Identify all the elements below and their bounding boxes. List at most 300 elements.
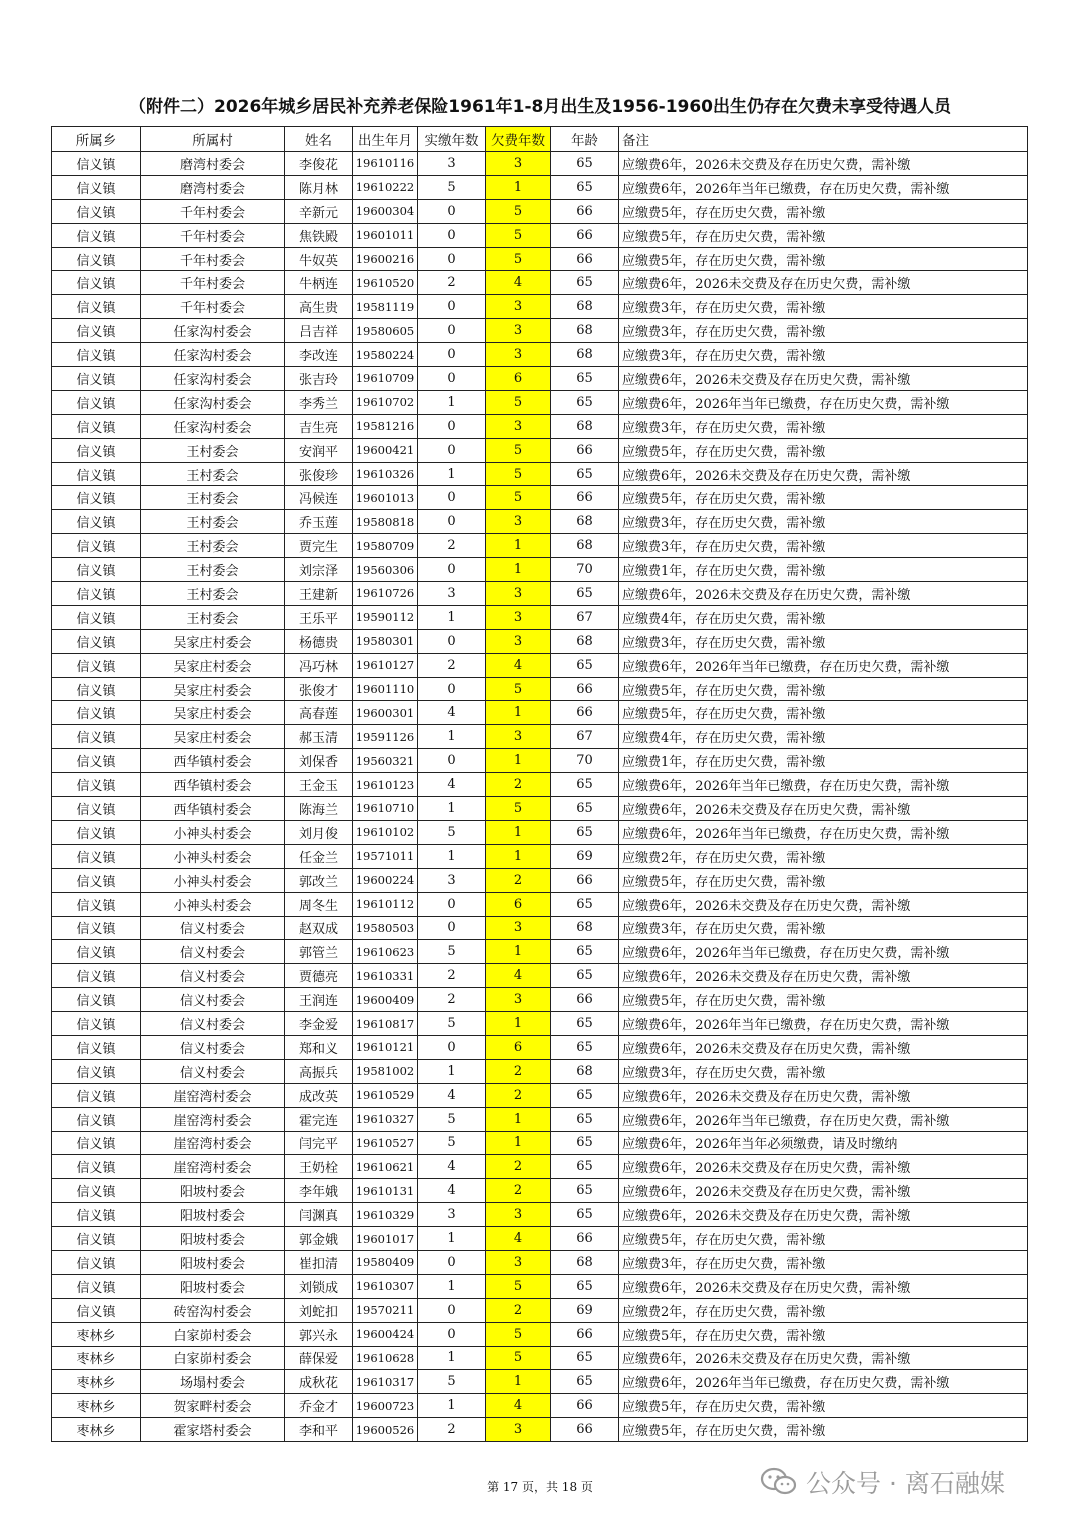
table-row: [52, 1394, 1028, 1418]
name-cell: 冯巧林: [285, 653, 353, 677]
township-cell: 信义镇: [52, 319, 141, 343]
township-cell: 信义镇: [52, 1298, 141, 1322]
township-cell: 信义镇: [52, 820, 141, 844]
name-cell: 闫渊真: [285, 1203, 353, 1227]
table-row: [52, 343, 1028, 367]
age-cell: 66: [551, 1394, 619, 1418]
township-cell: 信义镇: [52, 964, 141, 988]
township-cell: 信义镇: [52, 295, 141, 319]
paid-years-cell: 3: [418, 868, 486, 892]
remarks-cell: 应缴费6年，2026未交费及存在历史欠费，需补缴: [619, 271, 1028, 295]
name-cell: 安润平: [285, 438, 353, 462]
remarks-cell: 应缴费6年，2026未交费及存在历史欠费，需补缴: [619, 462, 1028, 486]
name-cell: 霍完连: [285, 1107, 353, 1131]
village-cell: 崖窑湾村委会: [141, 1155, 285, 1179]
paid-years-cell: 2: [418, 1418, 486, 1442]
age-cell: 65: [551, 1035, 619, 1059]
paid-years-cell: 0: [418, 343, 486, 367]
name-cell: 王建新: [285, 582, 353, 606]
paid-years-cell: 1: [418, 390, 486, 414]
age-cell: 65: [551, 940, 619, 964]
township-cell: 信义镇: [52, 1179, 141, 1203]
village-cell: 小神头村委会: [141, 820, 285, 844]
age-cell: 68: [551, 534, 619, 558]
age-cell: 66: [551, 438, 619, 462]
table-row: [52, 152, 1028, 176]
paid-years-cell: 4: [418, 701, 486, 725]
owed-years-cell: 3: [486, 295, 551, 319]
village-cell: 王村委会: [141, 582, 285, 606]
column-header-owed-years: 欠费年数: [486, 127, 551, 152]
age-cell: 68: [551, 629, 619, 653]
village-cell: 王村委会: [141, 438, 285, 462]
township-cell: 信义镇: [52, 1083, 141, 1107]
table-row: [52, 510, 1028, 534]
village-cell: 千年村委会: [141, 247, 285, 271]
township-cell: 信义镇: [52, 1250, 141, 1274]
name-cell: 张吉玲: [285, 367, 353, 391]
remarks-cell: 应缴费6年，2026未交费及存在历史欠费，需补缴: [619, 1203, 1028, 1227]
name-cell: 郑和义: [285, 1035, 353, 1059]
village-cell: 任家沟村委会: [141, 319, 285, 343]
owed-years-cell: 1: [486, 175, 551, 199]
age-cell: 65: [551, 892, 619, 916]
name-cell: 贾完生: [285, 534, 353, 558]
paid-years-cell: 5: [418, 820, 486, 844]
village-cell: 王村委会: [141, 558, 285, 582]
owed-years-cell: 3: [486, 510, 551, 534]
name-cell: 周冬生: [285, 892, 353, 916]
paid-years-cell: 2: [418, 964, 486, 988]
remarks-cell: 应缴费6年，2026未交费及存在历史欠费，需补缴: [619, 152, 1028, 176]
remarks-cell: 应缴费5年，存在历史欠费，需补缴: [619, 438, 1028, 462]
age-cell: 68: [551, 1059, 619, 1083]
remarks-cell: 应缴费5年，存在历史欠费，需补缴: [619, 1227, 1028, 1251]
owed-years-cell: 2: [486, 1298, 551, 1322]
paid-years-cell: 5: [418, 1012, 486, 1036]
township-cell: 信义镇: [52, 390, 141, 414]
age-cell: 65: [551, 1131, 619, 1155]
village-cell: 吴家庄村委会: [141, 701, 285, 725]
page-number: 第 17 页，共 18 页: [487, 1480, 593, 1494]
name-cell: 张俊才: [285, 677, 353, 701]
name-cell: 郭金娥: [285, 1227, 353, 1251]
paid-years-cell: 5: [418, 1370, 486, 1394]
township-cell: 信义镇: [52, 725, 141, 749]
age-cell: 66: [551, 677, 619, 701]
village-cell: 小神头村委会: [141, 868, 285, 892]
table-row: [52, 175, 1028, 199]
village-cell: 崖窑湾村委会: [141, 1083, 285, 1107]
township-cell: 信义镇: [52, 773, 141, 797]
remarks-cell: 应缴费3年，存在历史欠费，需补缴: [619, 534, 1028, 558]
name-cell: 冯候连: [285, 486, 353, 510]
remarks-cell: 应缴费1年，存在历史欠费，需补缴: [619, 749, 1028, 773]
owed-years-cell: 5: [486, 1346, 551, 1370]
name-cell: 杨德贵: [285, 629, 353, 653]
table-row: [52, 534, 1028, 558]
township-cell: 信义镇: [52, 653, 141, 677]
table-row: [52, 892, 1028, 916]
township-cell: 信义镇: [52, 247, 141, 271]
township-cell: 信义镇: [52, 486, 141, 510]
remarks-cell: 应缴费6年，2026未交费及存在历史欠费，需补缴: [619, 1035, 1028, 1059]
village-cell: 王村委会: [141, 534, 285, 558]
name-cell: 张俊珍: [285, 462, 353, 486]
name-cell: 闫完平: [285, 1131, 353, 1155]
roster-table: [51, 126, 1028, 1442]
remarks-cell: 应缴费4年，存在历史欠费，需补缴: [619, 725, 1028, 749]
owed-years-cell: 3: [486, 582, 551, 606]
paid-years-cell: 0: [418, 199, 486, 223]
paid-years-cell: 0: [418, 247, 486, 271]
age-cell: 66: [551, 988, 619, 1012]
remarks-cell: 应缴费6年，2026年当年已缴费，存在历史欠费，需补缴: [619, 1107, 1028, 1131]
owed-years-cell: 6: [486, 892, 551, 916]
owed-years-cell: 3: [486, 414, 551, 438]
remarks-cell: 应缴费1年，存在历史欠费，需补缴: [619, 558, 1028, 582]
village-cell: 阳坡村委会: [141, 1274, 285, 1298]
village-cell: 吴家庄村委会: [141, 677, 285, 701]
birth-date-cell: 19610520: [353, 271, 418, 295]
remarks-cell: 应缴费5年，存在历史欠费，需补缴: [619, 1322, 1028, 1346]
age-cell: 66: [551, 486, 619, 510]
birth-date-cell: 19600304: [353, 199, 418, 223]
owed-years-cell: 2: [486, 1059, 551, 1083]
table-row: [52, 199, 1028, 223]
table-row: [52, 438, 1028, 462]
owed-years-cell: 1: [486, 1131, 551, 1155]
age-cell: 65: [551, 390, 619, 414]
owed-years-cell: 3: [486, 725, 551, 749]
name-cell: 陈海兰: [285, 797, 353, 821]
name-cell: 王奶栓: [285, 1155, 353, 1179]
owed-years-cell: 2: [486, 1083, 551, 1107]
township-cell: 枣林乡: [52, 1370, 141, 1394]
owed-years-cell: 5: [486, 438, 551, 462]
paid-years-cell: 0: [418, 677, 486, 701]
paid-years-cell: 5: [418, 175, 486, 199]
name-cell: 刘蛇扣: [285, 1298, 353, 1322]
paid-years-cell: 2: [418, 988, 486, 1012]
name-cell: 牛奴英: [285, 247, 353, 271]
paid-years-cell: 0: [418, 629, 486, 653]
owed-years-cell: 1: [486, 749, 551, 773]
remarks-cell: 应缴费6年，2026未交费及存在历史欠费，需补缴: [619, 797, 1028, 821]
paid-years-cell: 4: [418, 1083, 486, 1107]
birth-date-cell: 19601017: [353, 1227, 418, 1251]
village-cell: 信义村委会: [141, 988, 285, 1012]
paid-years-cell: 4: [418, 1155, 486, 1179]
table-row: [52, 916, 1028, 940]
remarks-cell: 应缴费6年，2026未交费及存在历史欠费，需补缴: [619, 964, 1028, 988]
table-row: [52, 868, 1028, 892]
owed-years-cell: 1: [486, 1370, 551, 1394]
birth-date-cell: 19610307: [353, 1274, 418, 1298]
document-title: （附件二）2026年城乡居民补充养老保险1961年1-8月出生及1956-1960出生仍存在欠费未享受待遇人员: [128, 97, 952, 117]
birth-date-cell: 19601110: [353, 677, 418, 701]
owed-years-cell: 4: [486, 1227, 551, 1251]
table-row: [52, 1418, 1028, 1442]
name-cell: 崔扣清: [285, 1250, 353, 1274]
township-cell: 信义镇: [52, 558, 141, 582]
township-cell: 信义镇: [52, 367, 141, 391]
paid-years-cell: 0: [418, 223, 486, 247]
paid-years-cell: 5: [418, 940, 486, 964]
birth-date-cell: 19610621: [353, 1155, 418, 1179]
village-cell: 王村委会: [141, 462, 285, 486]
table-row: [52, 1346, 1028, 1370]
name-cell: 任金兰: [285, 844, 353, 868]
table-row: [52, 414, 1028, 438]
table-row: [52, 1203, 1028, 1227]
table-row: [52, 1012, 1028, 1036]
column-header-remarks: 备注: [619, 127, 1028, 152]
owed-years-cell: 2: [486, 773, 551, 797]
name-cell: 郭改兰: [285, 868, 353, 892]
birth-date-cell: 19580818: [353, 510, 418, 534]
age-cell: 65: [551, 797, 619, 821]
village-cell: 磨湾村委会: [141, 175, 285, 199]
table-row: [52, 1131, 1028, 1155]
village-cell: 崖窑湾村委会: [141, 1107, 285, 1131]
owed-years-cell: 4: [486, 271, 551, 295]
table-row: [52, 1250, 1028, 1274]
owed-years-cell: 3: [486, 1418, 551, 1442]
table-row: [52, 1227, 1028, 1251]
village-cell: 王村委会: [141, 486, 285, 510]
paid-years-cell: 1: [418, 1059, 486, 1083]
township-cell: 信义镇: [52, 940, 141, 964]
paid-years-cell: 1: [418, 797, 486, 821]
remarks-cell: 应缴费3年，存在历史欠费，需补缴: [619, 414, 1028, 438]
table-row: [52, 1322, 1028, 1346]
owed-years-cell: 2: [486, 1179, 551, 1203]
name-cell: 高振兵: [285, 1059, 353, 1083]
age-cell: 69: [551, 1298, 619, 1322]
name-cell: 吉生亮: [285, 414, 353, 438]
paid-years-cell: 0: [418, 414, 486, 438]
name-cell: 焦铁殿: [285, 223, 353, 247]
birth-date-cell: 19560321: [353, 749, 418, 773]
name-cell: 陈月林: [285, 175, 353, 199]
table-row: [52, 725, 1028, 749]
owed-years-cell: 6: [486, 1035, 551, 1059]
paid-years-cell: 1: [418, 1346, 486, 1370]
age-cell: 65: [551, 1203, 619, 1227]
township-cell: 信义镇: [52, 1155, 141, 1179]
table-row: [52, 940, 1028, 964]
remarks-cell: 应缴费3年，存在历史欠费，需补缴: [619, 319, 1028, 343]
birth-date-cell: 19600424: [353, 1322, 418, 1346]
age-cell: 66: [551, 223, 619, 247]
name-cell: 郝玉清: [285, 725, 353, 749]
table-row: [52, 390, 1028, 414]
name-cell: 赵双成: [285, 916, 353, 940]
township-cell: 枣林乡: [52, 1322, 141, 1346]
remarks-cell: 应缴费5年，存在历史欠费，需补缴: [619, 223, 1028, 247]
owed-years-cell: 3: [486, 916, 551, 940]
remarks-cell: 应缴费6年，2026未交费及存在历史欠费，需补缴: [619, 892, 1028, 916]
name-cell: 贾德亮: [285, 964, 353, 988]
age-cell: 70: [551, 749, 619, 773]
name-cell: 吕吉祥: [285, 319, 353, 343]
table-row: [52, 1155, 1028, 1179]
age-cell: 68: [551, 295, 619, 319]
township-cell: 信义镇: [52, 892, 141, 916]
birth-date-cell: 19610623: [353, 940, 418, 964]
table-row: [52, 964, 1028, 988]
remarks-cell: 应缴费6年，2026未交费及存在历史欠费，需补缴: [619, 582, 1028, 606]
table-row: [52, 486, 1028, 510]
age-cell: 65: [551, 1274, 619, 1298]
name-cell: 李年娥: [285, 1179, 353, 1203]
village-cell: 吴家庄村委会: [141, 629, 285, 653]
village-cell: 砖窑沟村委会: [141, 1298, 285, 1322]
age-cell: 65: [551, 1370, 619, 1394]
name-cell: 郭兴永: [285, 1322, 353, 1346]
watermark-text: 公众号 · 离石融媒: [806, 1469, 1005, 1498]
village-cell: 千年村委会: [141, 295, 285, 319]
table-row: [52, 701, 1028, 725]
table-row: [52, 749, 1028, 773]
remarks-cell: 应缴费3年，存在历史欠费，需补缴: [619, 1059, 1028, 1083]
paid-years-cell: 0: [418, 295, 486, 319]
remarks-cell: 应缴费5年，存在历史欠费，需补缴: [619, 701, 1028, 725]
age-cell: 65: [551, 462, 619, 486]
column-header-age: 年龄: [551, 127, 619, 152]
paid-years-cell: 5: [418, 1107, 486, 1131]
age-cell: 65: [551, 1083, 619, 1107]
township-cell: 信义镇: [52, 1035, 141, 1059]
age-cell: 67: [551, 725, 619, 749]
owed-years-cell: 5: [486, 1274, 551, 1298]
paid-years-cell: 0: [418, 749, 486, 773]
township-cell: 信义镇: [52, 414, 141, 438]
owed-years-cell: 4: [486, 964, 551, 988]
owed-years-cell: 1: [486, 558, 551, 582]
village-cell: 吴家庄村委会: [141, 653, 285, 677]
paid-years-cell: 1: [418, 1394, 486, 1418]
remarks-cell: 应缴费3年，存在历史欠费，需补缴: [619, 295, 1028, 319]
village-cell: 西华镇村委会: [141, 797, 285, 821]
name-cell: 牛柄连: [285, 271, 353, 295]
village-cell: 任家沟村委会: [141, 390, 285, 414]
owed-years-cell: 3: [486, 152, 551, 176]
age-cell: 65: [551, 1012, 619, 1036]
table-row: [52, 1035, 1028, 1059]
paid-years-cell: 1: [418, 605, 486, 629]
remarks-cell: 应缴费4年，存在历史欠费，需补缴: [619, 605, 1028, 629]
paid-years-cell: 0: [418, 1250, 486, 1274]
table-row: [52, 1298, 1028, 1322]
paid-years-cell: 5: [418, 1131, 486, 1155]
birth-date-cell: 19580605: [353, 319, 418, 343]
birth-date-cell: 19610317: [353, 1370, 418, 1394]
village-cell: 贺家畔村委会: [141, 1394, 285, 1418]
birth-date-cell: 19610710: [353, 797, 418, 821]
township-cell: 枣林乡: [52, 1346, 141, 1370]
watermark: [760, 1462, 1005, 1502]
remarks-cell: 应缴费6年，2026年当年已缴费，存在历史欠费，需补缴: [619, 773, 1028, 797]
name-cell: 辛新元: [285, 199, 353, 223]
age-cell: 68: [551, 1250, 619, 1274]
remarks-cell: 应缴费6年，2026年当年已缴费，存在历史欠费，需补缴: [619, 653, 1028, 677]
village-cell: 王村委会: [141, 510, 285, 534]
table-row: [52, 1370, 1028, 1394]
remarks-cell: 应缴费6年，2026未交费及存在历史欠费，需补缴: [619, 1083, 1028, 1107]
table-row: [52, 1107, 1028, 1131]
name-cell: 郭管兰: [285, 940, 353, 964]
age-cell: 66: [551, 1418, 619, 1442]
name-cell: 成秋花: [285, 1370, 353, 1394]
birth-date-cell: 19571011: [353, 844, 418, 868]
birth-date-cell: 19600421: [353, 438, 418, 462]
village-cell: 信义村委会: [141, 964, 285, 988]
paid-years-cell: 1: [418, 844, 486, 868]
birth-date-cell: 19580301: [353, 629, 418, 653]
owed-years-cell: 1: [486, 1107, 551, 1131]
remarks-cell: 应缴费6年，2026年当年已缴费，存在历史欠费，需补缴: [619, 1370, 1028, 1394]
township-cell: 信义镇: [52, 605, 141, 629]
age-cell: 66: [551, 1322, 619, 1346]
paid-years-cell: 3: [418, 582, 486, 606]
remarks-cell: 应缴费6年，2026未交费及存在历史欠费，需补缴: [619, 1155, 1028, 1179]
birth-date-cell: 19610222: [353, 175, 418, 199]
township-cell: 信义镇: [52, 582, 141, 606]
township-cell: 信义镇: [52, 462, 141, 486]
age-cell: 66: [551, 701, 619, 725]
village-cell: 阳坡村委会: [141, 1250, 285, 1274]
township-cell: 信义镇: [52, 629, 141, 653]
owed-years-cell: 3: [486, 343, 551, 367]
table-row: [52, 653, 1028, 677]
village-cell: 场塌村委会: [141, 1370, 285, 1394]
paid-years-cell: 1: [418, 725, 486, 749]
township-cell: 信义镇: [52, 1274, 141, 1298]
owed-years-cell: 6: [486, 367, 551, 391]
owed-years-cell: 4: [486, 653, 551, 677]
township-cell: 枣林乡: [52, 1418, 141, 1442]
owed-years-cell: 1: [486, 940, 551, 964]
name-cell: 刘宗泽: [285, 558, 353, 582]
name-cell: 刘月俊: [285, 820, 353, 844]
township-cell: 信义镇: [52, 1107, 141, 1131]
age-cell: 67: [551, 605, 619, 629]
age-cell: 68: [551, 916, 619, 940]
birth-date-cell: 19610628: [353, 1346, 418, 1370]
remarks-cell: 应缴费5年，存在历史欠费，需补缴: [619, 1394, 1028, 1418]
birth-date-cell: 19610121: [353, 1035, 418, 1059]
birth-date-cell: 19610326: [353, 462, 418, 486]
village-cell: 崖窑湾村委会: [141, 1131, 285, 1155]
birth-date-cell: 19610112: [353, 892, 418, 916]
birth-date-cell: 19590112: [353, 605, 418, 629]
age-cell: 66: [551, 1227, 619, 1251]
village-cell: 千年村委会: [141, 223, 285, 247]
remarks-cell: 应缴费6年，2026年当年已缴费，存在历史欠费，需补缴: [619, 1012, 1028, 1036]
table-row: [52, 247, 1028, 271]
table-row: [52, 797, 1028, 821]
remarks-cell: 应缴费5年，存在历史欠费，需补缴: [619, 1418, 1028, 1442]
name-cell: 李秀兰: [285, 390, 353, 414]
paid-years-cell: 2: [418, 653, 486, 677]
village-cell: 信义村委会: [141, 1035, 285, 1059]
age-cell: 68: [551, 510, 619, 534]
owed-years-cell: 3: [486, 1203, 551, 1227]
remarks-cell: 应缴费6年，2026未交费及存在历史欠费，需补缴: [619, 367, 1028, 391]
age-cell: 65: [551, 964, 619, 988]
